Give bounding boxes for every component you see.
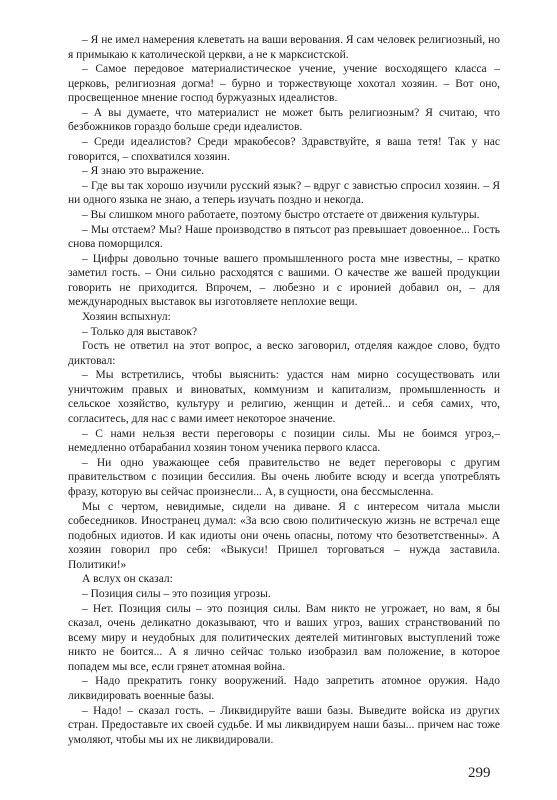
paragraph: – Мы отстаем? Мы? Наше производство в пятьсот раз превышает довоенное... Гость снова поморщился. xyxy=(68,223,500,251)
paragraph: – Нет. Позиция силы – это позиция силы. Вам никто не угрожает, но вам, я бы сказал, очень деликатно доказывают, что и ваших угроз, ваших странствований по всему миру и неудобных для политических деятелей митинговых выступлений тоже никто не боится... А я лично сейчас только изобразил вам положение, в которое попадем мы все, если грянет атомная война. xyxy=(68,602,500,673)
paragraph: – Цифры довольно точные вашего промышленного роста мне известны, – кратко заметил гость. – Они сильно расходятся с вашими. О качестве же вашей продукции говорить не приходится. Впрочем, – любезно и с иронией добавил он, – для международных выставок вы изготовляете неплохие вещи. xyxy=(68,252,500,309)
paragraph: – Надо прекратить гонку вооружений. Надо запретить атомное оружия. Надо ликвидировать военные базы. xyxy=(68,675,500,703)
paragraph: – Я не имел намерения клеветать на ваши верования. Я сам человек религиозный, но я примыкаю к католической церкви, а не к марксистской. xyxy=(68,34,500,61)
paragraph: – Вы слишком много работаете, поэтому быстро отстаете от движения культуры. xyxy=(82,208,480,221)
paragraph: – А вы думаете, что материалист не может быть религиозным? Я считаю, что безбожников гораздо больше среди идеалистов. xyxy=(68,106,500,134)
paragraph: – Мы встретились, чтобы выяснить: удастся нам мирно сосуществовать или уничтожим правых и виноватых, коммунизм и капитализм, промышленность и сельское хозяйство, культуру и религию, женщин и детей... и себя самих, что, согласитесь, для нас с вами имеет некоторое значение. xyxy=(68,369,500,426)
paragraph: – Среди идеалистов? Среди мракобесов? Здравствуйте, я ваша тетя! Так у нас говорится, – спохватился хозяин. xyxy=(68,136,500,163)
body-text xyxy=(68,33,500,747)
paragraph: Хозяин вспыхнул: xyxy=(82,310,171,323)
paragraph: – Самое передовое материалистическое учение, учение восходящего класса – церковь, религиозная догма! – бурно и торжествующе хохотал хозяин. – Вот оно, просвещенное мнение господ буржуазных идеалистов. xyxy=(68,63,500,105)
paragraph: – Надо! – сказал гость. – Ликвидируйте ваши базы. Выведите войска из других стран. Предоставьте их своей судьбе. И мы ликвидируем наши базы... причем нас тоже умоляют, чтобы мы их не ликвидировали. xyxy=(68,704,500,746)
paragraph: – Позиция силы – это позиция угрозы. xyxy=(82,587,271,600)
paragraph: Гость не ответил на этот вопрос, а веско заговорил, отделяя каждое слово, будто диктовал: xyxy=(68,340,500,367)
paragraph: – Ни одно уважающее себя правительство не ведет переговоры с другим правительством с позиции бессилия. Вы очень любите всюду и всегда употреблять фразу, которую вы сейчас произнесли... А, в сущности, она бессмысленна. xyxy=(68,456,500,498)
page-number: 299 xyxy=(468,765,491,781)
paragraph: – С нами нельзя вести переговоры с позиции силы. Мы не боимся угроз,– немедленно отбарабанил хозяин тоном ученика первого класса. xyxy=(68,427,500,455)
paragraph: – Я знаю это выражение. xyxy=(82,165,205,178)
paragraph: – Только для выставок? xyxy=(82,325,198,338)
paragraph: Мы с чертом, невидимые, сидели на диване. Я с интересом читала мысли собеседников. Иностранец думал: «За всю свою политическую жизнь не встречал еще подобных идиотов. И как идиоты они очень опасны, потому что безответственны». А хозяин говорил про себя: «Выкуси! Пришел торговаться – нужда заставила. Политики!» xyxy=(68,500,500,571)
paragraph: А вслух он сказал: xyxy=(82,573,173,586)
paragraph: – Где вы так хорошо изучили русский язык? – вдруг с завистью спросил хозяин. – Я ни одного языка не знаю, а теперь изучать поздно и некогда. xyxy=(68,179,500,207)
